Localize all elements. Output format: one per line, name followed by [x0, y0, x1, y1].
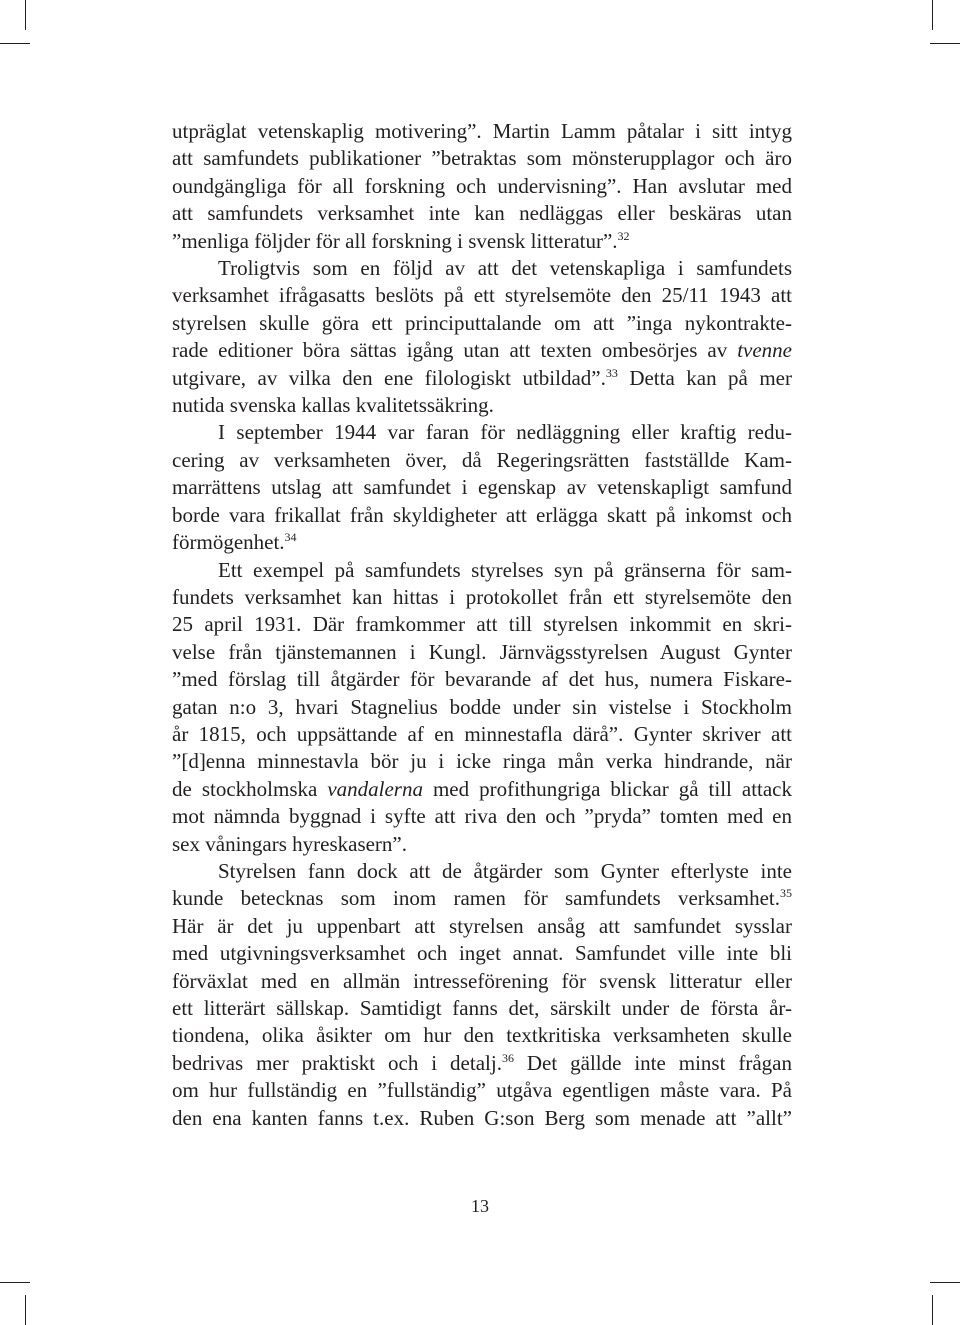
crop-mark	[930, 1282, 960, 1283]
crop-mark	[932, 0, 933, 30]
text-line: Styrelsen fann dock att de åtgärder som Gynter efterlyste inte	[218, 858, 792, 883]
body-text	[172, 118, 792, 1132]
text-line: velse från tjänstemannen i Kungl. Järnvägsstyrelsen August Gynter	[172, 639, 792, 664]
text-line: ett litterärt sällskap. Samtidigt fanns det, särskilt under de första år-	[172, 996, 792, 1020]
footnote-ref: 33	[605, 365, 618, 380]
text-line: utgivare, av vilka den ene filologiskt utbildad”.$^{33}$ Detta kan på mer	[172, 365, 792, 390]
text-line: nutida svenska kallas kvalitetssäkring.	[172, 393, 494, 418]
text-line: förmögenhet.$^{34}$	[172, 530, 297, 555]
text-line: år 1815, och uppsättande af en minnestafla därå”. Gynter skriver att	[172, 721, 792, 746]
text-line: ”menliga följder för all forskning i svensk litteratur”.$^{32}$	[172, 228, 630, 253]
text-line: verksamhet ifrågasatts beslöts på ett styrelsemöte den 25/11 1943 att	[172, 283, 792, 308]
text-line: mot nämnda byggnad i syfte att riva den och ”pryda” tomten med en	[172, 804, 792, 829]
text-line: gatan n:o 3, hvari Stagnelius bodde under sin vistelse i Stockholm	[172, 694, 792, 719]
text-line: förväxlat med en allmän intresseförening för svensk litteratur eller	[172, 968, 792, 993]
text-line: marrättens utslag att samfundet i egenskap av vetenskapligt samfund	[172, 475, 792, 500]
crop-mark	[930, 43, 960, 44]
text-line: I september 1944 var faran för nedläggning eller kraftig redu-	[218, 420, 792, 445]
italic-word: vandalerna	[327, 776, 423, 801]
text-line: 25 april 1931. Där framkommer att till styrelsen inkommit en skri-	[172, 612, 792, 637]
italic-word: tvenne	[737, 338, 792, 363]
footnote-ref: 35	[780, 886, 792, 901]
crop-mark	[0, 43, 30, 44]
text-line: den ena kanten fanns t.ex. Ruben G:son Berg som menade att ”allt”	[172, 1105, 792, 1130]
crop-mark	[25, 0, 26, 30]
text-line: Troligtvis som en följd av att det vetenskapliga i samfundets	[218, 256, 792, 281]
text-line: Ett exempel på samfundets styrelses syn på gränserna för sam-	[218, 557, 792, 582]
text-line: kunde betecknas som inom ramen för samfundets verksamhet.$^{35}$	[172, 886, 792, 911]
crop-mark	[25, 1295, 26, 1325]
text-line: tiondena, olika åsikter om hur den textkritiska verksamheten skulle	[172, 1023, 792, 1048]
footnote-ref: 32	[617, 228, 630, 243]
text-line: ”med förslag till åtgärder för bevarande af det hus, numera Fiskare-	[172, 667, 792, 692]
text-line: om hur fullständig en ”fullständig” utgåva egentligen måste vara. På	[172, 1078, 792, 1103]
footnote-ref: 36	[501, 1050, 514, 1065]
text-line: Här är det ju uppenbart att styrelsen ansåg att samfundet sysslar	[172, 913, 792, 938]
text-line: sex våningars hyreskasern”.	[172, 831, 407, 856]
text-line: oundgängliga för all forskning och undervisning”. Han avslutar med	[172, 173, 792, 198]
text-line: borde vara frikallat från skyldigheter att erlägga skatt på inkomst och	[172, 502, 792, 527]
text-line: styrelsen skulle göra ett principuttalande om att ”inga nykontrakte-	[172, 310, 792, 335]
text-line: med utgivningsverksamhet och inget annat. Samfundet ville inte bli	[172, 941, 792, 966]
crop-mark	[932, 1295, 933, 1325]
footnote-ref: 34	[284, 530, 297, 545]
text-line: bedrivas mer praktiskt och i detalj.$^{36}$ Det gällde inte minst frågan	[172, 1050, 792, 1075]
text-line: ”[d]enna minnestavla bör ju i icke ringa mån verka hindrande, när	[172, 749, 792, 774]
text-line: rade editioner böra sättas igång utan att texten ombesörjes av tvenne	[172, 338, 792, 363]
text-line: att samfundets publikationer ”betraktas som mönsterupplagor och äro	[172, 146, 792, 171]
text-line: utpräglat vetenskaplig motivering”. Martin Lamm påtalar i sitt intyg	[172, 119, 792, 143]
text-line: de stockholmska vandalerna med profithungriga blickar gå till attack	[172, 776, 792, 801]
text-line: att samfundets verksamhet inte kan nedläggas eller beskäras utan	[172, 201, 792, 226]
crop-mark	[0, 1282, 30, 1283]
text-line: fundets verksamhet kan hittas i protokollet från ett styrelsemöte den	[172, 584, 792, 609]
page-number: 13	[471, 1196, 489, 1216]
text-line: cering av verksamheten över, då Regeringsrätten fastställde Kam-	[172, 447, 792, 472]
